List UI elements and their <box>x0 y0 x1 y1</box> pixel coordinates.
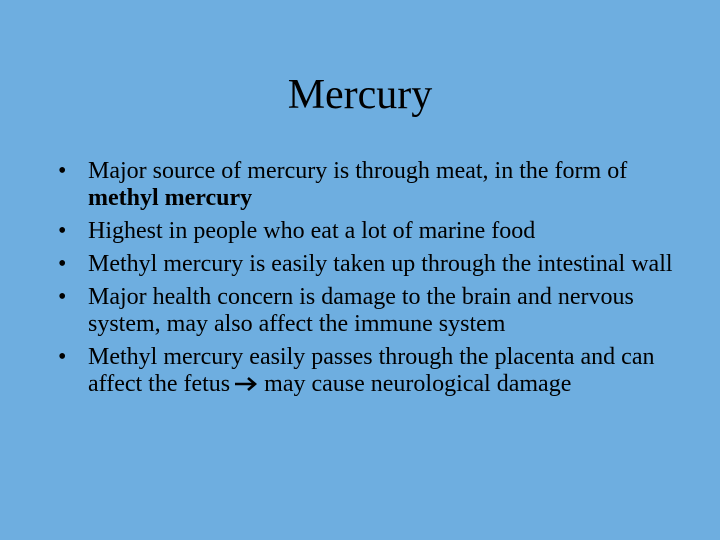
bullet-point-icon: • <box>58 251 67 277</box>
bullet-item-3 <box>58 251 698 278</box>
bullet-text: Highest in people who eat a lot of marine food <box>88 218 536 244</box>
bullet-text: Methyl mercury easily passes through the placenta and can affect the fetus <box>88 344 655 397</box>
bullet-item-1 <box>58 158 698 212</box>
bullet-text: Methyl mercury is easily taken up through the intestinal wall <box>88 251 673 277</box>
bullet-point-icon: • <box>58 284 67 310</box>
bullet-item-5 <box>58 344 698 398</box>
bullet-point-icon: • <box>58 344 67 370</box>
bullet-emphasis: methyl mercury <box>88 185 253 211</box>
bullet-point-icon: • <box>58 218 67 244</box>
bullet-text: Major source of mercury is through meat, in the form of <box>88 158 628 184</box>
bullet-text: Major health concern is damage to the brain and nervous system, may also affect the immune system <box>88 284 634 337</box>
bullet-item-2 <box>58 218 698 245</box>
bullet-item-4 <box>58 284 698 338</box>
right-arrow-icon <box>234 377 260 391</box>
slide-title: Mercury <box>287 72 433 118</box>
bullet-list <box>58 158 698 404</box>
bullet-text: may cause neurological damage <box>264 371 572 397</box>
bullet-point-icon: • <box>58 158 67 184</box>
